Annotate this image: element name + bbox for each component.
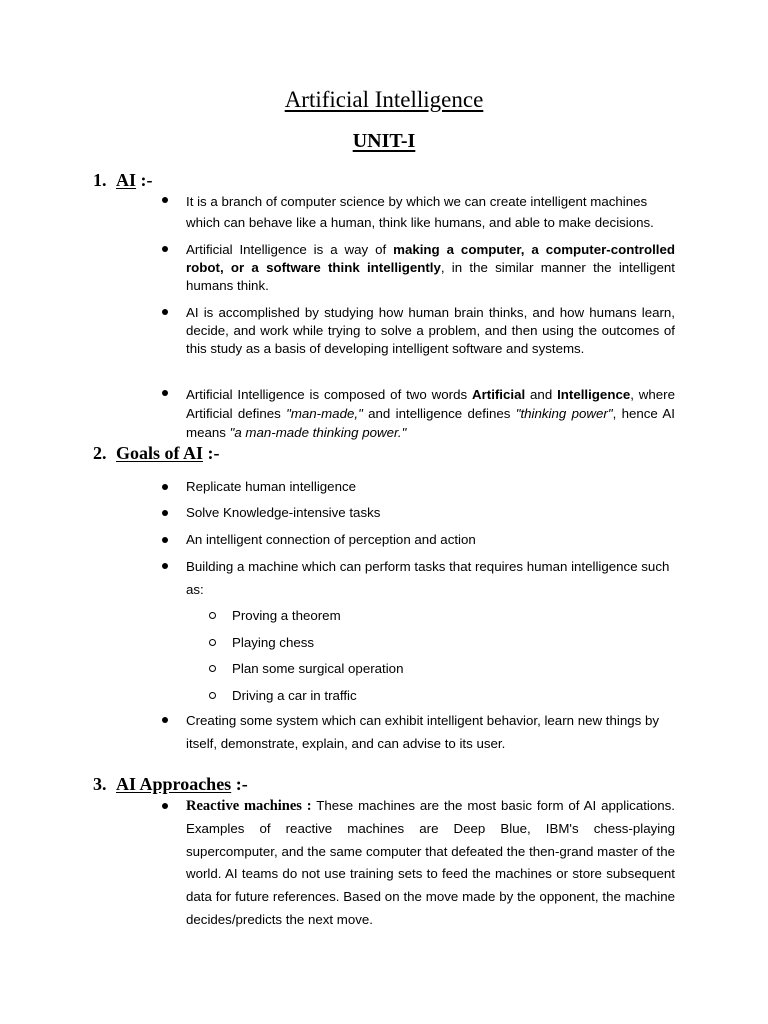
bullet-icon bbox=[162, 246, 168, 252]
section-heading-approaches bbox=[93, 774, 248, 795]
section-suffix: :- bbox=[136, 170, 153, 190]
document-title: Artificial Intelligence bbox=[284, 87, 484, 112]
sub-bullet-icon bbox=[209, 692, 216, 699]
bullet-item bbox=[186, 241, 675, 296]
bullet-icon bbox=[162, 197, 168, 203]
bullet-text: , in the similar manner the intelligent humans think. bbox=[186, 260, 675, 294]
bullet-item bbox=[186, 710, 675, 756]
bullet-bold-text: making a computer, a computer-controlled robot, or a software think intelligently bbox=[186, 242, 675, 276]
bullet-icon bbox=[162, 563, 168, 569]
sub-bullet-icon bbox=[209, 665, 216, 672]
bullet-text: These machines are the most basic form of AI applications. Examples of reactive machines are Deep Blue, IBM's chess-playing supercomputer, and the same computer that defeated the then-grand master of the world. AI teams do not use training sets to feed the machines or store subsequent data for future references. Based on the move made by the opponent, the machine decides/predicts the next move. bbox=[186, 798, 675, 927]
sub-list-item: Driving a car in traffic bbox=[232, 688, 357, 703]
bullet-text: Artificial Intelligence is composed of two words bbox=[186, 387, 472, 402]
bullet-text: Building a machine which can perform tasks that requires human intelligence such as: bbox=[186, 559, 670, 597]
section-suffix: :- bbox=[203, 443, 220, 463]
bullet-text: Artificial Intelligence is a way of bbox=[186, 242, 394, 257]
bullet-item bbox=[186, 531, 675, 549]
bullet-icon bbox=[162, 484, 168, 490]
bullet-bold-text: Reactive machines : bbox=[186, 798, 312, 814]
bullet-italic-text: "man-made," bbox=[286, 406, 363, 422]
bullet-item bbox=[186, 504, 675, 522]
unit-title: UNIT-I bbox=[352, 130, 416, 152]
sub-list-item: Playing chess bbox=[232, 635, 315, 650]
bullet-item bbox=[186, 556, 675, 602]
bullet-text: Creating some system which can exhibit intelligent behavior, learn new things by itself, demonstrate, explain, and can advise to its user. bbox=[186, 713, 660, 751]
bullet-text: Solve Knowledge-intensive tasks bbox=[186, 505, 381, 520]
section-number: 2. bbox=[93, 443, 107, 463]
sub-bullet-icon bbox=[209, 639, 216, 646]
bullet-text: and intelligence defines bbox=[362, 406, 516, 422]
section-title: Goals of AI bbox=[116, 443, 204, 463]
section-number: 1. bbox=[93, 170, 107, 190]
bullet-item bbox=[186, 304, 675, 359]
section-suffix: :- bbox=[231, 774, 248, 794]
sub-list-item: Plan some surgical operation bbox=[232, 661, 404, 676]
section-number: 3. bbox=[93, 774, 107, 794]
bullet-icon bbox=[162, 537, 168, 543]
bullet-text: Replicate human intelligence bbox=[186, 479, 357, 494]
bullet-icon bbox=[162, 510, 168, 516]
bullet-italic-text: "thinking power" bbox=[515, 406, 613, 422]
bullet-icon bbox=[162, 309, 168, 315]
bullet-text: , where Artificial defines bbox=[186, 387, 675, 422]
section-heading-goals bbox=[93, 443, 220, 464]
bullet-italic-text: "a man-made thinking power." bbox=[229, 425, 407, 441]
bullet-text: It is a branch of computer science by which we can create intelligent machines which can behave like a human, think like humans, and able to make decisions. bbox=[186, 194, 654, 230]
sub-list-item: Proving a theorem bbox=[232, 608, 341, 623]
section-title: AI bbox=[116, 170, 137, 190]
bullet-item bbox=[186, 478, 675, 496]
bullet-text: AI is accomplished by studying how human brain thinks, and how humans learn, decide, and work while trying to solve a problem, and then using the outcomes of this study as a basis of developing intelligent software and systems. bbox=[186, 305, 675, 357]
bullet-text: , hence AI means bbox=[186, 406, 675, 441]
bullet-icon bbox=[162, 390, 168, 396]
section-title: AI Approaches bbox=[116, 774, 232, 794]
bullet-item bbox=[186, 385, 675, 443]
bullet-item bbox=[186, 795, 675, 932]
bullet-text: An intelligent connection of perception and action bbox=[186, 532, 476, 547]
bullet-icon bbox=[162, 803, 168, 809]
bullet-bold-text: Artificial bbox=[471, 387, 526, 402]
bullet-item bbox=[186, 192, 675, 233]
bullet-icon bbox=[162, 717, 168, 723]
section-heading-ai bbox=[93, 170, 153, 191]
bullet-bold-text: Intelligence bbox=[557, 387, 631, 402]
bullet-text: and bbox=[525, 387, 558, 402]
sub-bullet-icon bbox=[209, 612, 216, 619]
